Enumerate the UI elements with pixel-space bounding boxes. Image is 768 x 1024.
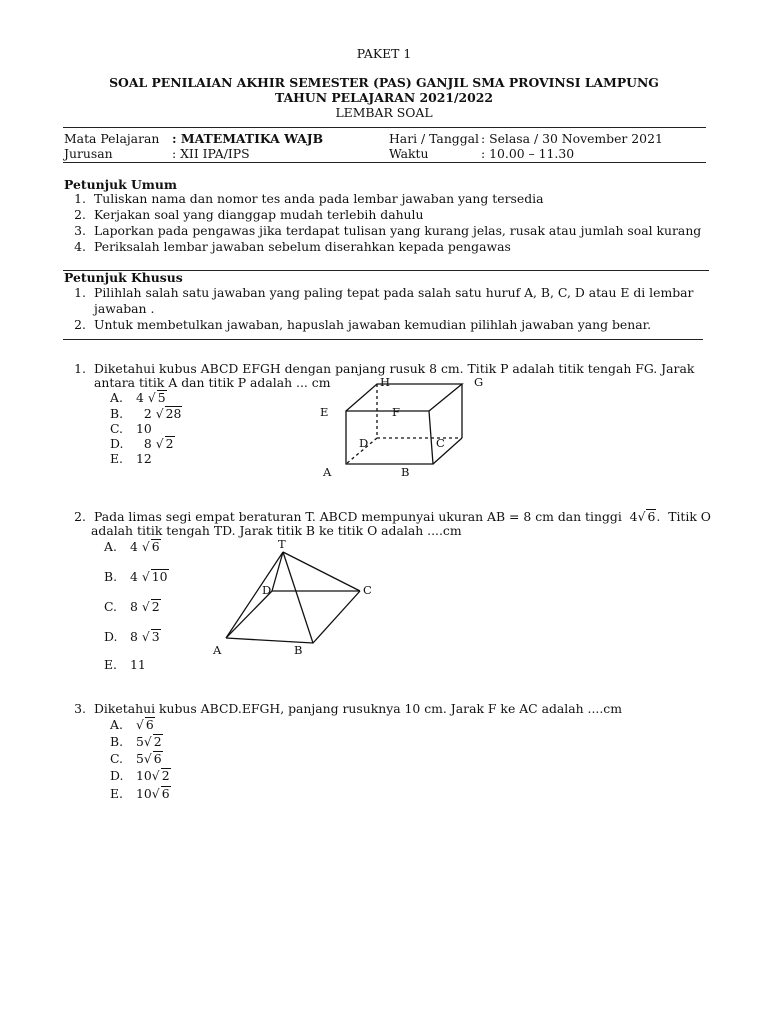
pyramid-edge-tb — [283, 552, 313, 643]
cube-label-a: A — [323, 465, 332, 479]
q1-option-b: B. 2 √ 28 — [110, 406, 182, 421]
pyramid-label-t: T — [278, 537, 286, 551]
waktu-value: : 10.00 – 11.30 — [481, 146, 575, 161]
list-item: 1. Tuliskan nama dan nomor tes anda pada lembar jawaban yang tersedia — [74, 191, 544, 206]
waktu-label: Waktu — [389, 146, 429, 161]
q3-option-d: D. 10√ 2 — [110, 768, 170, 783]
q2-option-a: A. 4 √ 6 — [104, 539, 160, 554]
q3-option-e: E. 10√ 6 — [110, 786, 170, 801]
list-item: 3. Laporkan pada pengawas jika terdapat tulisan yang kurang jelas, rusak atau jumlah soal kurang — [74, 223, 702, 238]
mapel-value: : MATEMATIKA WAJB — [172, 131, 324, 146]
jurusan-value: : XII IPA/IPS — [172, 146, 250, 161]
question-1-text: 1. Diketahui kubus ABCD EFGH dengan panjang rusuk 8 cm. Titik P adalah titik tengah FG. Jarak — [74, 361, 695, 376]
list-item: 2. Kerjakan soal yang dianggap mudah terlebih dahulu — [74, 207, 424, 222]
hari-label: Hari / Tanggal — [389, 131, 480, 146]
q2-option-c: C. 8 √ 2 — [104, 599, 160, 614]
q3-option-a: A. √ 6 — [110, 717, 154, 732]
question-3-text: 3. Diketahui kubus ABCD.EFGH, panjang rusuknya 10 cm. Jarak F ke AC adalah ....cm — [74, 701, 622, 716]
question-1-text-cont: antara titik A dan titik P adalah ... cm — [94, 375, 331, 390]
q3-option-b: B. 5√ 2 — [110, 734, 162, 749]
q1-option-c: C. 10 — [110, 421, 152, 436]
list-item: 2. Untuk membetulkan jawaban, hapuslah jawaban kemudian pilihlah jawaban yang benar. — [74, 317, 652, 332]
q2-option-e: E. 11 — [104, 657, 146, 672]
q2-option-b: B. 4 √ 10 — [104, 569, 168, 584]
cube-label-f: F — [392, 405, 400, 419]
cube-label-g: G — [474, 375, 484, 389]
jurusan-label: Jurusan — [64, 146, 113, 161]
hari-value: : Selasa / 30 November 2021 — [481, 131, 663, 146]
pyramid-label-a: A — [213, 643, 222, 657]
question-2-text: 2. Pada limas segi empat beraturan T. ABCD mempunyai ukuran AB = 8 cm dan tinggi 4√ 6. Titik O — [74, 509, 711, 524]
cube-label-c: C — [436, 436, 445, 450]
mapel-label: Mata Pelajaran — [64, 131, 160, 146]
pyramid-edge-td — [272, 552, 283, 591]
pyramid-edge-da — [226, 591, 272, 638]
q2-option-d: D. 8 √ 3 — [104, 629, 160, 644]
pyramid-label-c: C — [363, 583, 372, 597]
pyramid-edge-ta — [226, 552, 283, 638]
list-item: 1. Pilihlah salah satu jawaban yang paling tepat pada salah satu huruf A, B, C, D atau E di lembar — [74, 285, 694, 300]
question-2-text-cont: adalah titik tengah TD. Jarak titik B ke titik O adalah ....cm — [91, 523, 462, 538]
q1-option-d: D. 8 √ 2 — [110, 436, 174, 451]
pyramid-label-d: D — [262, 583, 272, 597]
exam-title: SOAL PENILAIAN AKHIR SEMESTER (PAS) GANJIL SMA PROVINSI LAMPUNG — [109, 75, 659, 90]
cube-label-b: B — [401, 465, 410, 479]
paket-label: PAKET 1 — [356, 46, 412, 61]
exam-year: TAHUN PELAJARAN 2021/2022 — [275, 90, 493, 105]
list-item: 4. Periksalah lembar jawaban sebelum diserahkan kepada pengawas — [74, 239, 511, 254]
cube-label-d: D — [359, 436, 369, 450]
q1-option-e: E. 12 — [110, 451, 152, 466]
q3-option-c: C. 5√ 6 — [110, 751, 162, 766]
q1-option-a: A. 4 √ 5 — [110, 390, 166, 405]
cube-label-e: E — [320, 405, 329, 419]
petunjuk-umum-heading: Petunjuk Umum — [64, 177, 178, 192]
petunjuk-khusus-heading: Petunjuk Khusus — [64, 270, 183, 285]
cube-label-h: H — [380, 375, 391, 389]
list-item-continuation: jawaban . — [94, 301, 155, 316]
pyramid-label-b: B — [294, 643, 303, 657]
sheet-label: LEMBAR SOAL — [335, 105, 433, 120]
